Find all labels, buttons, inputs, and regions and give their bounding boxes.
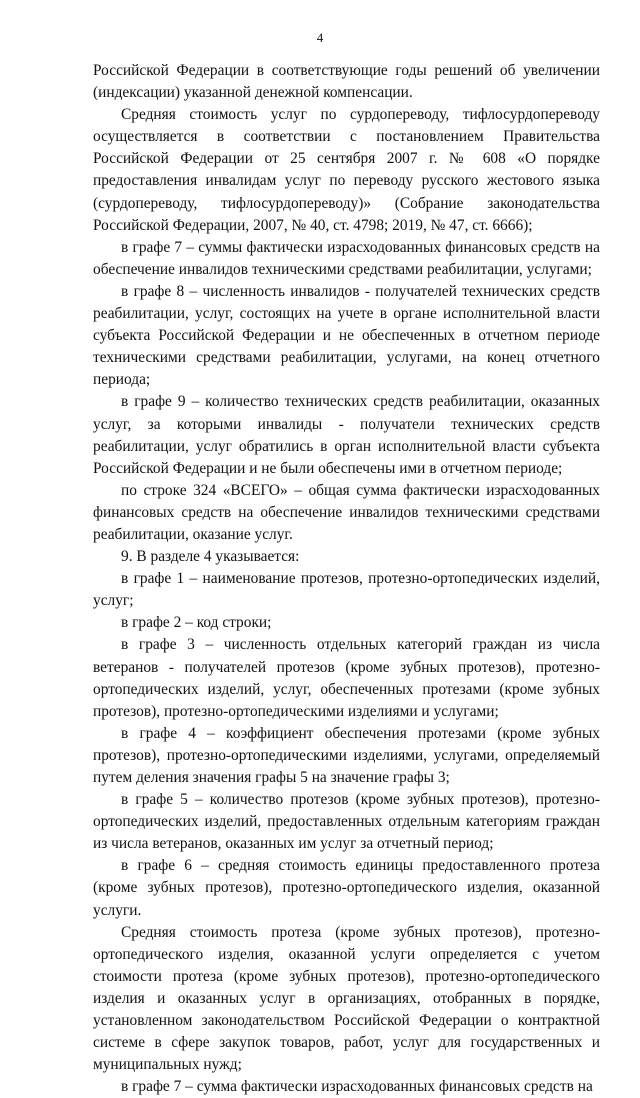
document-body xyxy=(93,60,600,1098)
paragraph-14: Средняя стоимость протеза (кроме зубных протезов), протезно-ортопедического изделия, оказанной услуги определяется с учетом стоимости протеза (кроме зубных протезов), протезно-ортопедического изделия и оказанных услуг в организациях, отобранных в порядке, установленном законодательством Российской Федерации о контрактной системе в сфере закупок товаров, работ, услуг для государственных и муниципальных нужд; xyxy=(93,923,600,1074)
paragraph-15: в графе 7 – сумма фактически израсходованных финансовых средств на xyxy=(121,1078,593,1096)
paragraph-5: в графе 9 – количество технических средств реабилитации, оказанных услуг, за которыми инвалиды - получатели технических средств реабилитации, услуг обратились в орган исполнительной власти субъекта Российской Федерации и не были обеспечены ими в отчетном периоде; xyxy=(93,393,600,477)
paragraph-8: в графе 1 – наименование протезов, протезно-ортопедических изделий, услуг; xyxy=(93,570,600,610)
paragraph-7: 9. В разделе 4 указывается: xyxy=(121,548,300,566)
paragraph-11: в графе 4 – коэффициент обеспечения протезами (кроме зубных протезов), протезно-ортопедическими изделиями, услугами, определяемый путем деления значения графы 5 на значение графы 3; xyxy=(93,724,600,786)
paragraph-12: в графе 5 – количество протезов (кроме зубных протезов), протезно-ортопедических изделий, предоставленных отдельным категориям граждан из числа ветеранов, оказанных им услуг за отчетный период; xyxy=(93,791,600,853)
paragraph-13: в графе 6 – средняя стоимость единицы предоставленного протеза (кроме зубных протезов), протезно-ортопедического изделия, оказанной услуги. xyxy=(93,857,600,919)
paragraph-9: в графе 2 – код строки; xyxy=(121,614,272,632)
paragraph-1: Российской Федерации в соответствующие годы решений об увеличении (индексации) указанной денежной компенсации. xyxy=(93,62,600,102)
page-number: 4 xyxy=(316,30,324,45)
paragraph-6: по строке 324 «ВСЕГО» – общая сумма фактически израсходованных финансовых средств на обеспечение инвалидов техническими средствами реабилитации, оказание услуг. xyxy=(93,481,600,543)
paragraph-4: в графе 8 – численность инвалидов - получателей технических средств реабилитации, услуг, состоящих на учете в органе исполнительной власти субъекта Российской Федерации и не обеспеченных в отчетном периоде техническими средствами реабилитации, услугами, на конец отчетного периода; xyxy=(93,282,600,389)
paragraph-10: в графе 3 – численность отдельных категорий граждан из числа ветеранов - получателей протезов (кроме зубных протезов), протезно-ортопедических изделий, услуг, обеспеченных протезами (кроме зубных протезов), протезно-ортопедическими изделиями и услугами; xyxy=(93,636,600,720)
paragraph-2: Средняя стоимость услуг по сурдопереводу, тифлосурдопереводу осуществляется в соответствии с постановлением Правительства Российской Федерации от 25 сентября 2007 г. № 608 «О порядке предоставления инвалидам услуг по переводу русского жестового языка (сурдопереводу, тифлосурдопереводу)» (Собрание законодательства Российской Федерации, 2007, № 40, ст. 4798; 2019, № 47, ст. 6666); xyxy=(93,106,600,234)
paragraph-3: в графе 7 – суммы фактически израсходованных финансовых средств на обеспечение инвалидов техническими средствами реабилитации, услугами; xyxy=(93,238,600,278)
